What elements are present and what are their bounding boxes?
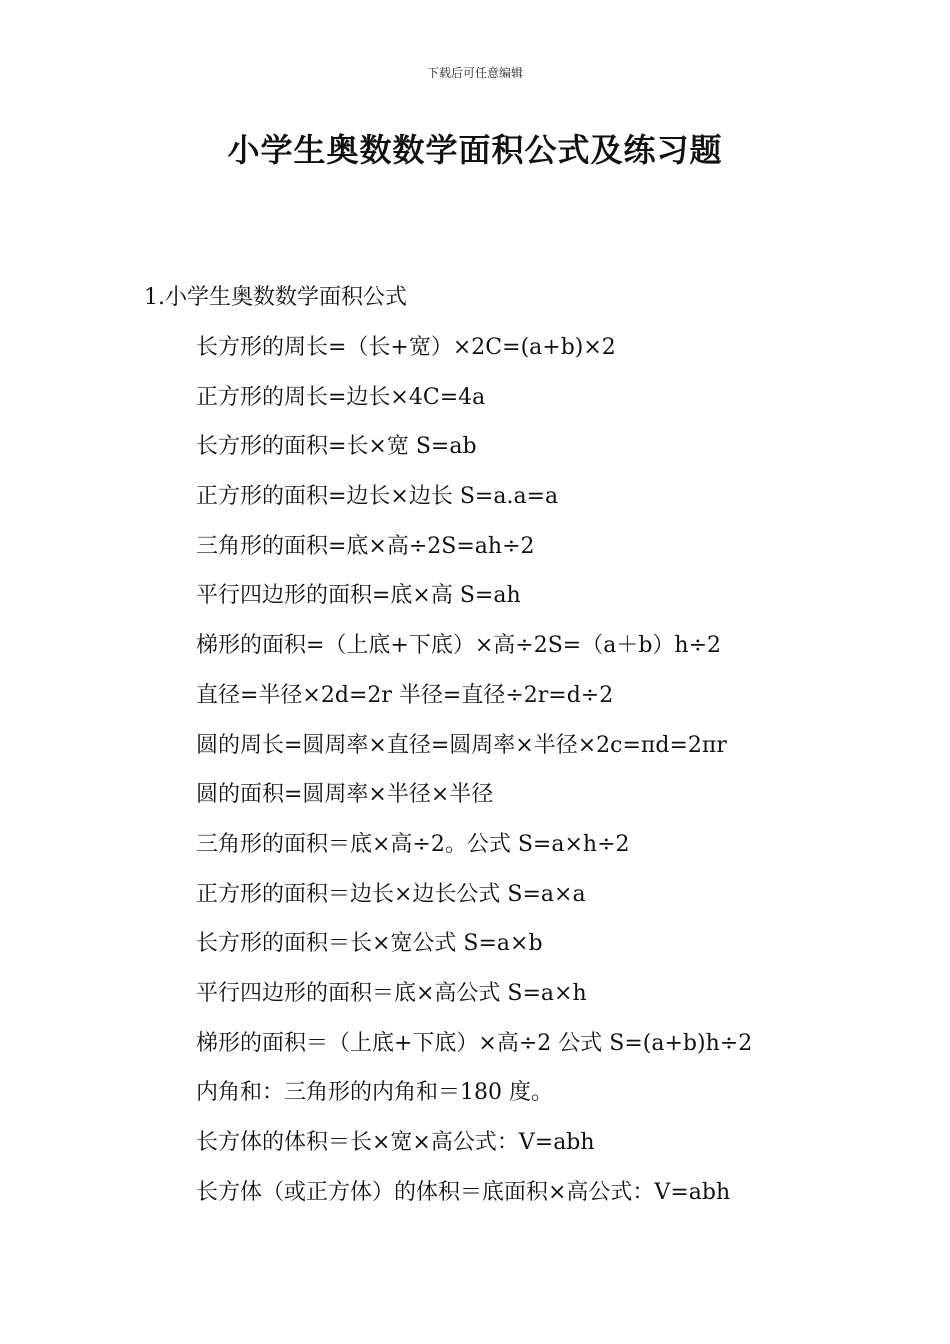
formula-line-square-perimeter: 正方形的周长=边长×4C=4a (196, 384, 486, 410)
formula-list (196, 330, 916, 1224)
header-note: 下载后可任意编辑 (426, 66, 523, 80)
formula-line-diameter-radius: 直径=半径×2d=2r 半径=直径÷2r=d÷2 (196, 682, 614, 708)
formula-line-parallelogram-area: 平行四边形的面积=底×高 S=ah (196, 583, 521, 609)
document-title: 小学生奥数数学面积公式及练习题 (227, 131, 723, 169)
section-heading: 1.小学生奥数数学面积公式 (144, 285, 407, 310)
formula-line-circle-area: 圆的面积=圆周率×半径×半径 (196, 782, 494, 808)
formula-line-parallelogram-area-formula: 平行四边形的面积＝底×高公式 S=a×h (196, 980, 587, 1006)
formula-line-triangle-area-formula: 三角形的面积＝底×高÷2。公式 S=a×h÷2 (196, 831, 630, 857)
formula-line-square-area: 正方形的面积=边长×边长 S=a.a=a (196, 484, 559, 510)
formula-line-square-area-formula: 正方形的面积＝边长×边长公式 S=a×a (196, 881, 586, 907)
formula-line-rect-area: 长方形的面积=长×宽 S=ab (196, 434, 477, 460)
formula-line-cuboid-cube-volume: 长方体（或正方体）的体积＝底面积×高公式：V=abh (196, 1179, 731, 1205)
formula-line-cuboid-volume: 长方体的体积＝长×宽×高公式：V=abh (196, 1130, 595, 1155)
formula-line-circle-circumference: 圆的周长=圆周率×直径=圆周率×半径×2c=πd=2πr (196, 732, 727, 758)
formula-line-rect-area-formula: 长方形的面积＝长×宽公式 S=a×b (196, 931, 543, 957)
formula-line-trapezoid-area-formula: 梯形的面积＝（上底+下底）×高÷2 公式 S=(a+b)h÷2 (196, 1030, 753, 1056)
formula-line-triangle-angle-sum: 内角和：三角形的内角和＝180 度。 (196, 1080, 553, 1106)
formula-line-rect-perimeter: 长方形的周长=（长+宽）×2C=(a+b)×2 (196, 335, 616, 360)
formula-line-triangle-area: 三角形的面积=底×高÷2S=ah÷2 (196, 533, 535, 559)
formula-line-trapezoid-area: 梯形的面积=（上底+下底）×高÷2S=（a＋b）h÷2 (196, 633, 722, 659)
